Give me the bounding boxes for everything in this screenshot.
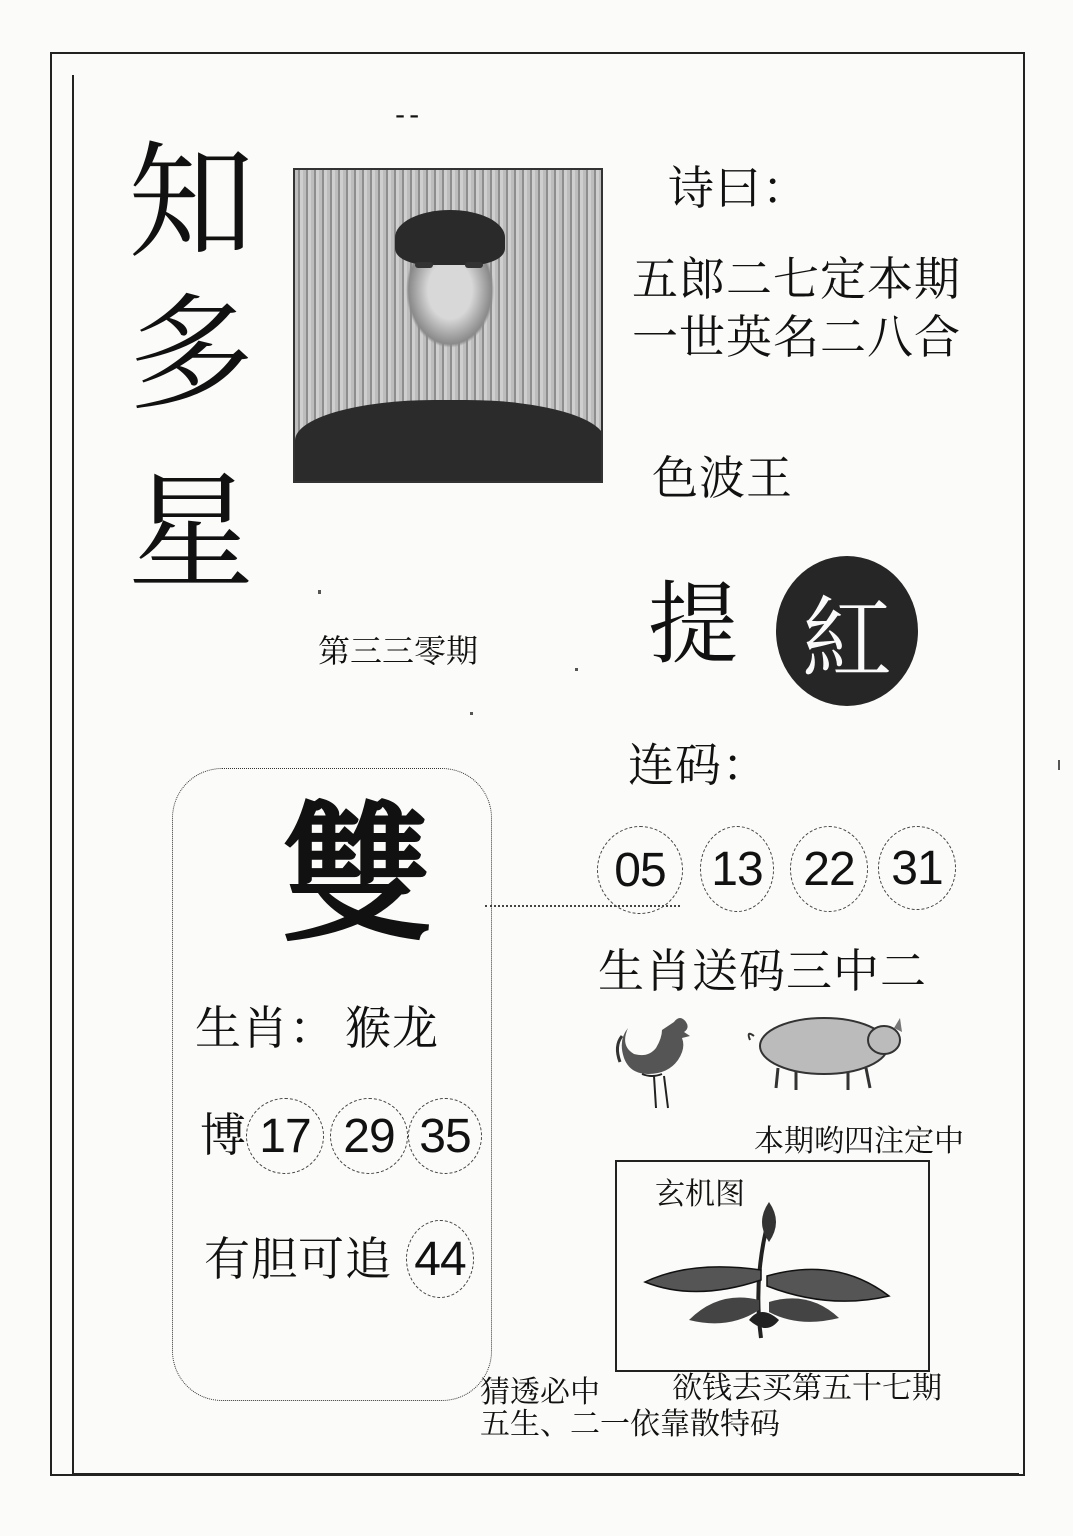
bet-number-2: 29 (330, 1098, 408, 1174)
pair-number-3: 22 (790, 826, 868, 912)
title-char-1: 知 (128, 129, 254, 276)
color-hint-char: 提 (648, 572, 738, 677)
poem-line-2: 一世英名二八合 (632, 310, 961, 364)
pair-number-1: 05 (597, 826, 683, 914)
scan-speck (1058, 760, 1060, 770)
double-big-char: 雙 (282, 787, 433, 963)
poem-heading: 诗曰： (668, 161, 809, 215)
footer-guess: 猜透必中 (480, 1375, 600, 1410)
pair-numbers-label: 连码： (628, 738, 769, 792)
poem-line-1: 五郎二七定本期 (632, 252, 961, 306)
mystery-chart-label: 玄机图 (655, 1177, 745, 1212)
four-picks-note: 本期哟四注定中 (754, 1124, 964, 1159)
bet-number-3: 35 (408, 1098, 482, 1174)
portrait-photo (293, 168, 603, 483)
scan-speck (470, 712, 473, 715)
scan-speck (575, 668, 578, 671)
scan-speck (318, 590, 321, 594)
box-zodiac-value: 猴龙 (345, 1001, 439, 1055)
pig-icon (744, 1006, 908, 1092)
pair-number-2: 13 (700, 826, 774, 912)
pair-number-4: 31 (878, 826, 956, 910)
portrait-coat (295, 400, 603, 483)
title-char-2: 多 (128, 281, 254, 428)
footer-buy-hint: 欲钱去买第五十七期 (672, 1371, 942, 1406)
zodiac-gift-label: 生肖送码三中二 (598, 944, 927, 998)
chase-label: 有胆可追 (204, 1232, 392, 1286)
chase-number: 44 (406, 1220, 474, 1298)
bet-number-1: 17 (246, 1098, 324, 1174)
color-king-label: 色波王 (652, 451, 793, 505)
rooster-icon (612, 1012, 704, 1112)
color-badge (776, 556, 918, 706)
box-zodiac-label: 生肖： (195, 1001, 336, 1055)
bet-label: 博 (200, 1108, 247, 1162)
color-badge-char: 紅 (802, 587, 892, 692)
issue-number: 第三三零期 (318, 632, 479, 670)
header-dash: -- (395, 98, 424, 131)
portrait-eye (415, 262, 433, 268)
portrait-hair (395, 210, 505, 265)
mystery-chart-box (615, 1160, 930, 1372)
title-char-3: 星 (128, 459, 254, 606)
plant-icon (641, 1190, 895, 1340)
portrait-eye (465, 262, 483, 268)
footer-line-2: 五生、二一依靠散特码 (480, 1407, 780, 1442)
